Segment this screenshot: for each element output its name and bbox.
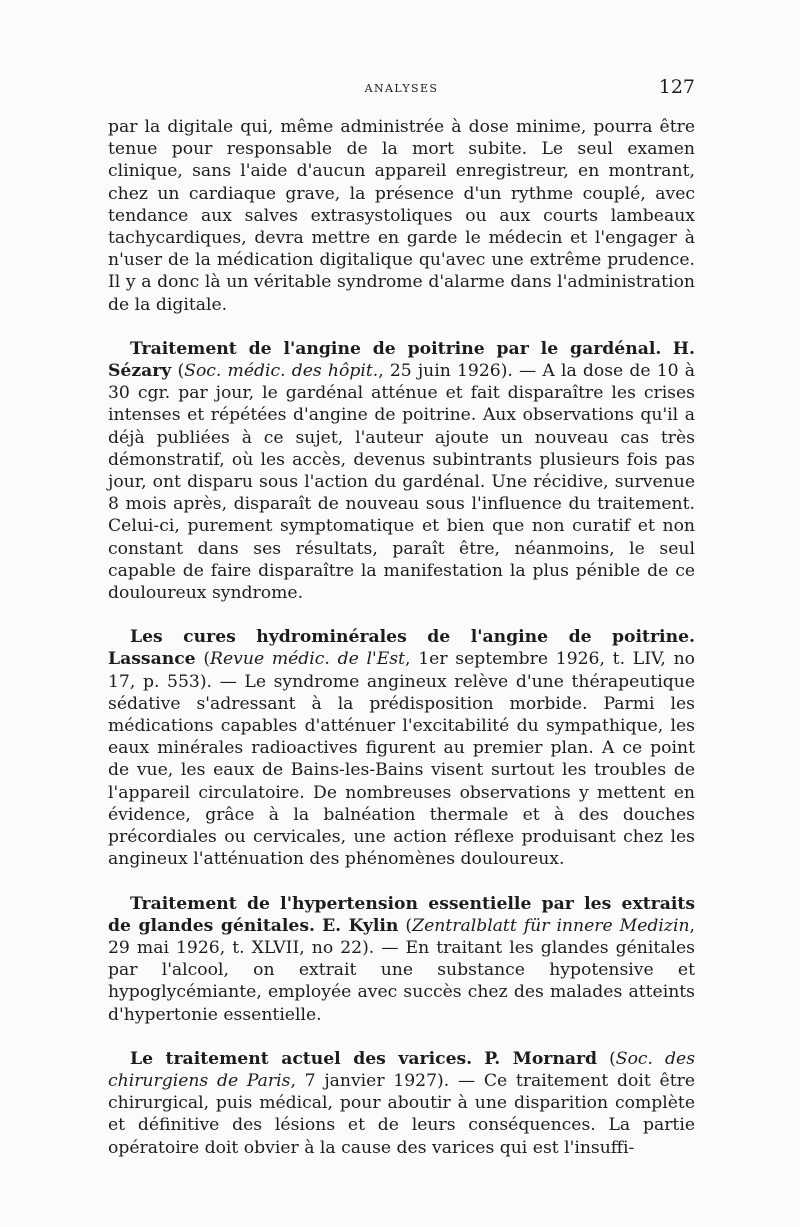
entry-title: Traitement de l'angine de poitrine par le gardénal. — [130, 338, 662, 359]
page-number: 127 — [658, 76, 695, 98]
entry-text: — Ce traitement doit être chirurgical, puis médical, pour aboutir à une disparition complète et définitive des lésions et de leurs conséquences. La partie opératoire doit obvier à la cause des varices qui est l'insuffi- — [108, 1070, 695, 1158]
entry-author: Lassance — [108, 649, 196, 670]
entry-source: Soc. des chirurgiens de Paris — [108, 1048, 696, 1091]
page-header — [108, 76, 695, 100]
entry-title: Le traitement actuel des varices. — [130, 1048, 473, 1069]
continuation-paragraph: par la digitale qui, même administrée à dose minime, pourra être tenue pour responsable de la mort subite. Le seul examen clinique, sans l'aide d'aucun appareil enregistreur, en montrant, chez un cardiaque grave, la présence d'un rythme couplé, avec tendance aux salves extrasystoliques ou aux courts lambeaux tachycardiques, devra mettre en garde le médecin et l'engager à n'user de la médication digitalique qu'avec une extrême prudence. Il y a donc là un véritable syndrome d'alarme dans l'administration de la digitale. — [108, 117, 695, 315]
entry-source: Zentralblatt für innere Medizin — [412, 915, 690, 936]
abstract-entry — [108, 338, 695, 604]
running-head: ANALYSES — [364, 82, 439, 95]
abstract-entry — [108, 626, 695, 870]
source-details: , 1er septembre 1926, t. LIV, no 17, p. 553). — [108, 649, 695, 692]
abstract-entry — [108, 893, 695, 1026]
entry-title: Traitement de l'hypertension essentielle par les extraits de glandes génitales. — [108, 893, 695, 936]
body-text — [108, 116, 695, 1159]
entry-source: Soc. médic. des hôpit. — [184, 361, 379, 382]
entry-author: H. Sézary — [108, 338, 695, 382]
entry-title: Les cures hydrominérales de l'angine de poitrine. — [130, 627, 695, 648]
entry-source: Revue médic. de l'Est — [210, 649, 406, 670]
source-open: ( — [195, 649, 211, 670]
source-details: , 25 juin 1926). — [378, 361, 513, 382]
entry-text: — A la dose de 10 à 30 cgr. par jour, le gardénal atténue et fait disparaître les crises intenses et répétées d'angine de poitrine. Aux observations qu'il a déjà publiées à ce sujet, l'auteur ajoute un nouveau cas très démonstratif, où les accès, devenus subintrants plusieurs fois pas jour, ont disparu sous l'action du gardénal. Une récidive, survenue 8 mois après, disparaît de nouveau sous l'influence du traitement. Celui-ci, purement symptomatique et bien que non curatif et non constant dans ses résultats, paraît être, néanmoins, le seul capable de faire disparaître la manifestation la plus pénible de ce douloureux syndrome. — [108, 361, 695, 604]
entry-text: — En traitant les glandes génitales par l'alcool, on extrait une substance hypotensive et hypoglycémiante, employée avec succès chez des malades atteints d'hypertonie essentielle. — [108, 937, 695, 1025]
entry-author: E. Kylin — [322, 915, 399, 936]
source-details: , 29 mai 1926, t. XLVII, no 22). — [108, 915, 696, 958]
source-open: ( — [398, 915, 413, 936]
entry-text: — Le syndrome angineux relève d'une thérapeutique sédative s'adressant à la prédisposition morbide. Parmi les médications capables d'atténuer l'excitabilité du sympathique, les eaux minérales radioactives figurent au premier plan. A ce point de vue, les eaux de Bains-les-Bains visent surtout les troubles de l'appareil circulatoire. De nombreuses observations y mettent en évidence, grâce à la balnéation thermale et à des douches précordiales ou cervicales, une action réflexe produisant chez les angineux l'atténuation des phénomènes douloureux. — [108, 671, 695, 870]
source-open: ( — [171, 361, 185, 382]
source-open: ( — [597, 1048, 616, 1069]
abstract-entry — [108, 1048, 695, 1159]
source-details: , 7 janvier 1927). — [290, 1070, 450, 1091]
entry-author: P. Mornard — [484, 1048, 598, 1069]
